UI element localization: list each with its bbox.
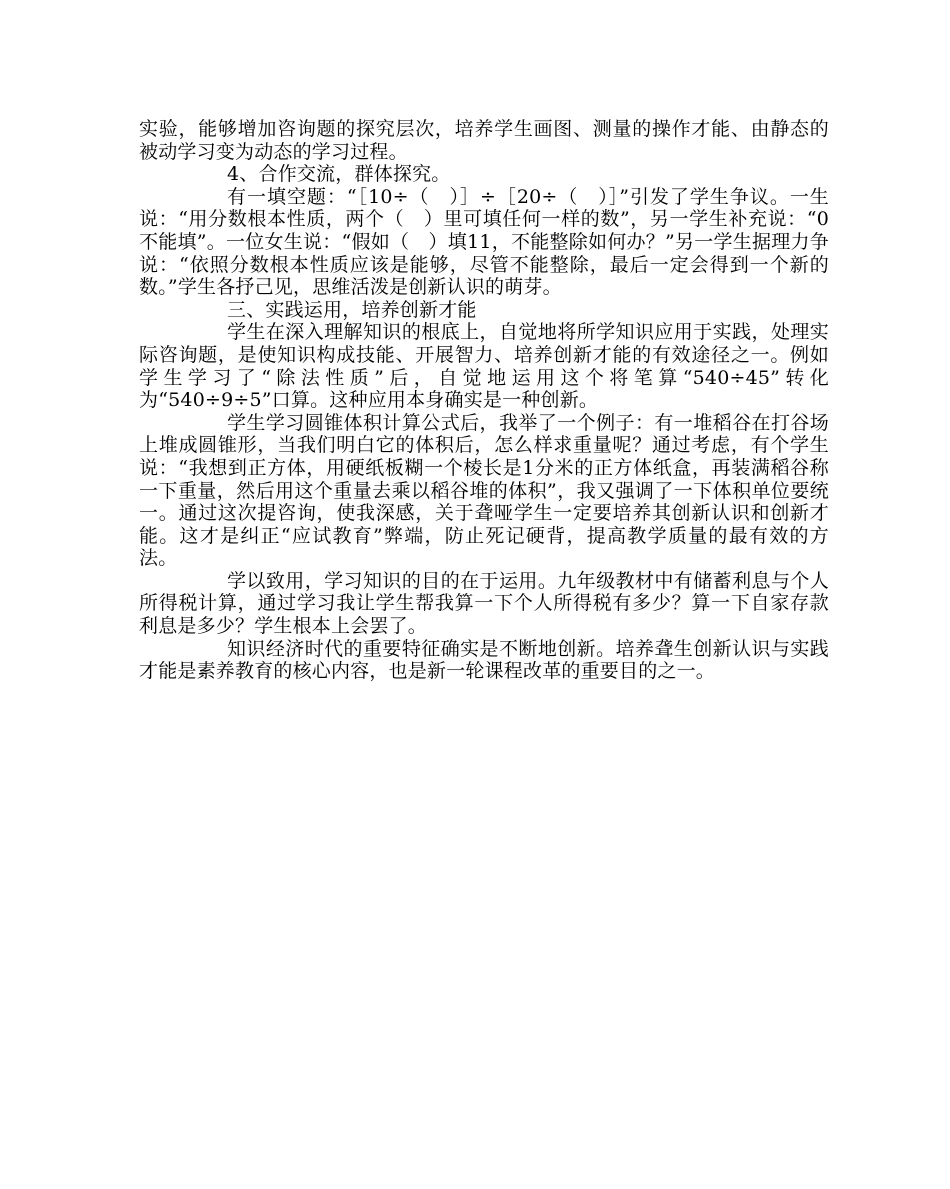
- paragraph-cone-volume-example: 学生学习圆锥体积计算公式后，我举了一个例子：有一堆稻谷在打谷场上堆成圆锥形，当我们明白它的体积后，怎么样求重量呢？通过考虑，有个学生说：“我想到正方体，用硬纸板糊一个棱长是1分米的正方体纸盒，再装满稻谷称一下重量，然后用这个重量去乘以稻谷堆的体积”，我又强调了一下体积单位要统一。通过这次提咨询，使我深感，关于聋哑学生一定要培养其创新认识和创新才能。这才是纠正“应试教育”弊端，防止死记硬背，提高教学质量的最有效的方法。: [139, 411, 829, 570]
- document-body: [139, 118, 829, 683]
- section-heading-practice: 三、实践运用，培养创新才能: [227, 298, 477, 321]
- paragraph-continuation: 实验，能够增加咨询题的探究层次，培养学生画图、测量的操作才能、由静态的被动学习变为动态的学习过程。: [139, 118, 829, 163]
- paragraph-knowledge-economy: 知识经济时代的重要特征确实是不断地创新。培养聋生创新认识与实践才能是素养教育的核心内容，也是新一轮课程改革的重要目的之一。: [139, 637, 829, 683]
- paragraph-applying-knowledge: 学生在深入理解知识的根底上，自觉地将所学知识应用于实践，处理实际咨询题，是使知识构成技能、开展智力、培养创新才能的有效途径之一。例如学生学习了“除法性质”后，自觉地运用这个将笔算“540÷45”转化为“540÷9÷5”口算。这种应用本身确实是一种创新。: [139, 321, 829, 412]
- paragraph-learning-for-use: 学以致用，学习知识的目的在于运用。九年级教材中有储蓄利息与个人所得税计算，通过学习我让学生帮我算一下个人所得税有多少？算一下自家存款利息是多少？学生根本上会罢了。: [139, 569, 829, 638]
- paragraph-fill-in-question: 有一填空题：“［10÷（ ）］÷［20÷（ ）］”引发了学生争议。一生说：“用分数根本性质，两个（ ）里可填任何一样的数”，另一学生补充说：“0不能填”。一位女生说：“假如（ ）填11，不能整除如何办？”另一学生据理力争说：“依照分数根本性质应该是能够，尽管不能整除，最后一定会得到一个新的数。”学生各抒己见，思维活泼是创新认识的萌芽。: [139, 185, 829, 299]
- section-heading-cooperation: 4、合作交流，群体探究。: [227, 163, 451, 186]
